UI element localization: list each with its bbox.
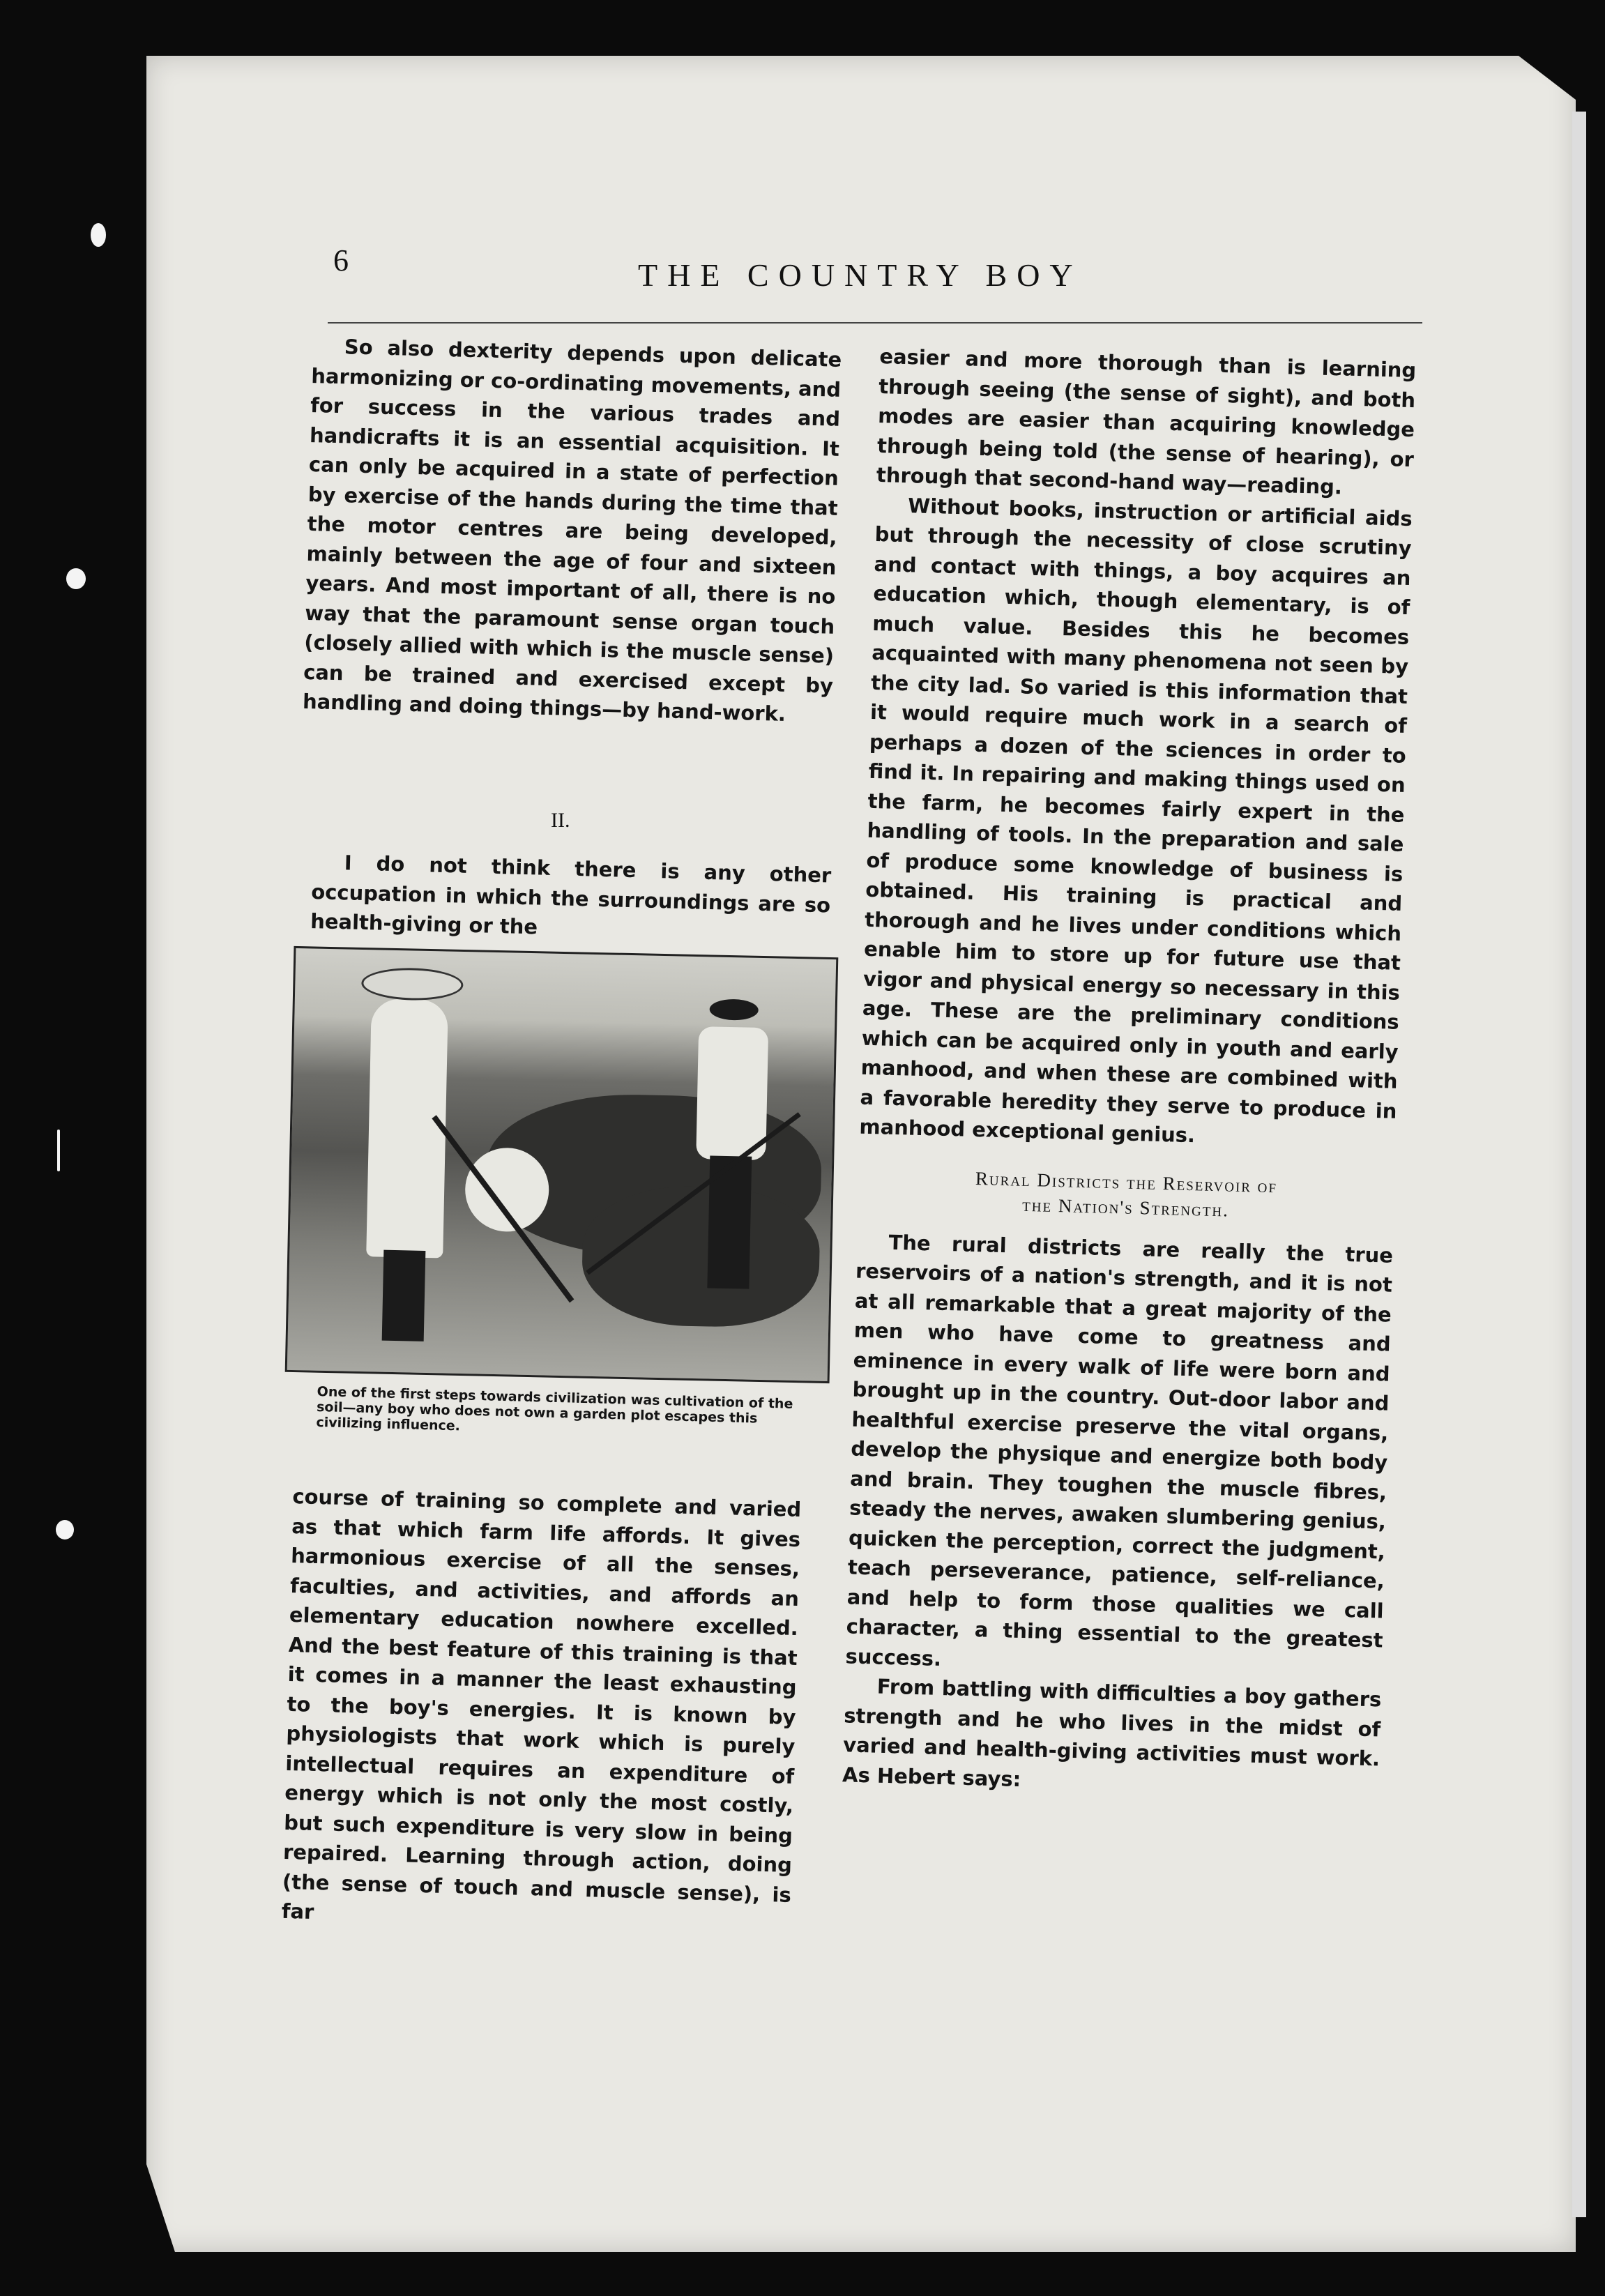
paragraph: course of training so complete and varied as that which farm life affords. It gives harmonious exercise of all the senses, faculties, and activities, and affords an elementary education nowhere excelled. And the best feature of this training is that it comes in a manner the least exhausting to the boy's energies. It is known by physiologists that work which is purely intellectual requires an expenditure of energy which is not only the most costly, but such expenditure is very slow in being repaired. Learning through action, doing (the sense of touch and muscle sense), is far — [281, 1484, 802, 1924]
crop-rows — [581, 1185, 821, 1329]
running-head: THE COUNTRY BOY — [638, 257, 1083, 293]
paragraph: So also dexterity depends upon delicate harmonizing or co-ordinating movements, and for success in the various trades and handicrafts it is an essential acquisition. It can only be acquired in a state of perfection by exercise of the hands during the time that the motor centres are being developed, mainly between the age of four and sixteen years. And most important of all, there is no way that the paramount sense organ touch (closely allied with which is the muscle sense) can be trained and exercised except by handling and doing things—by hand-work. — [302, 335, 842, 726]
right-column — [842, 342, 1417, 1803]
header-rule — [328, 322, 1422, 324]
section-heading-line: Rural Districts the Reservoir of — [975, 1167, 1278, 1196]
left-column-top — [303, 331, 842, 730]
section-heading — [857, 1162, 1395, 1226]
paragraph: easier and more thorough than is learning through seeing (the sense of sight), and both modes are easier than acquiring knowledge through being told (the sense of hearing), or through that second-hand way—reading. — [876, 344, 1417, 499]
boy-cap — [709, 998, 759, 1020]
paragraph: The rural districts are really the true reservoirs of a nation's strength, and it is not at all remarkable that a great majority of the men who have come to greatness and eminence in every walk of life were born and brought up in the country. Out-door labor and healthful exercise preserve the vital organs, develop the physique and energize both body and brain. They toughen the muscle fibres, steady the nerves, awaken slumbering genius, quicken the perception, correct the judgment, teach perseverance, patience, self-reliance, and help to form those qualities we call character, a thing essential to the greatest success. — [845, 1230, 1394, 1671]
left-column-bottom — [281, 1482, 801, 1939]
dust-speck — [66, 568, 86, 589]
page-number: 6 — [333, 243, 349, 278]
dust-speck — [56, 1520, 74, 1539]
section-number: II. — [551, 809, 570, 832]
girl-hat — [361, 967, 464, 1001]
paragraph: I do not think there is any other occupation in which the surroundings are so health-giving or the — [310, 851, 832, 939]
next-page-edge — [1572, 112, 1586, 2217]
paragraph: Without books, instruction or artificial aids but through the necessity of close scrutiny and contact with things, a boy acquires an education which, though elementary, is of much value. Besides this he becomes acquainted with many phenomena not seen by the city lad. So varied is this information that it would require much work in a search of perhaps a dozen of the sciences in order to find it. In repairing and making things used on the farm, he becomes fairly expert in the handling of tools. In the preparation and sale of produce some knowledge of business is obtained. His training is practical and thorough and he lives under conditions which enable him to store up for future use that vigor and physical energy so necessary in this age. These are the preliminary conditions which can be acquired only in youth and early manhood, and when these are combined with a favorable heredity they serve to produce in manhood exceptional genius. — [859, 493, 1413, 1148]
dust-speck — [91, 223, 106, 247]
girl-legs — [382, 1250, 426, 1341]
paragraph: From battling with difficulties a boy gathers strength and he who lives in the midst of varied and health-giving activities must work. As Hebert says: — [842, 1674, 1382, 1791]
section-heading-line: the Nation's Strength. — [1021, 1194, 1230, 1221]
boy-figure — [696, 1026, 768, 1160]
girl-figure — [366, 998, 448, 1258]
left-column-middle — [310, 847, 832, 950]
garden-photo — [285, 946, 839, 1383]
photo-caption: One of the first steps towards civilization was cultivation of the soil—any boy who does not own a garden plot escapes this civilizing influence. — [316, 1384, 793, 1434]
dust-speck — [57, 1130, 60, 1171]
